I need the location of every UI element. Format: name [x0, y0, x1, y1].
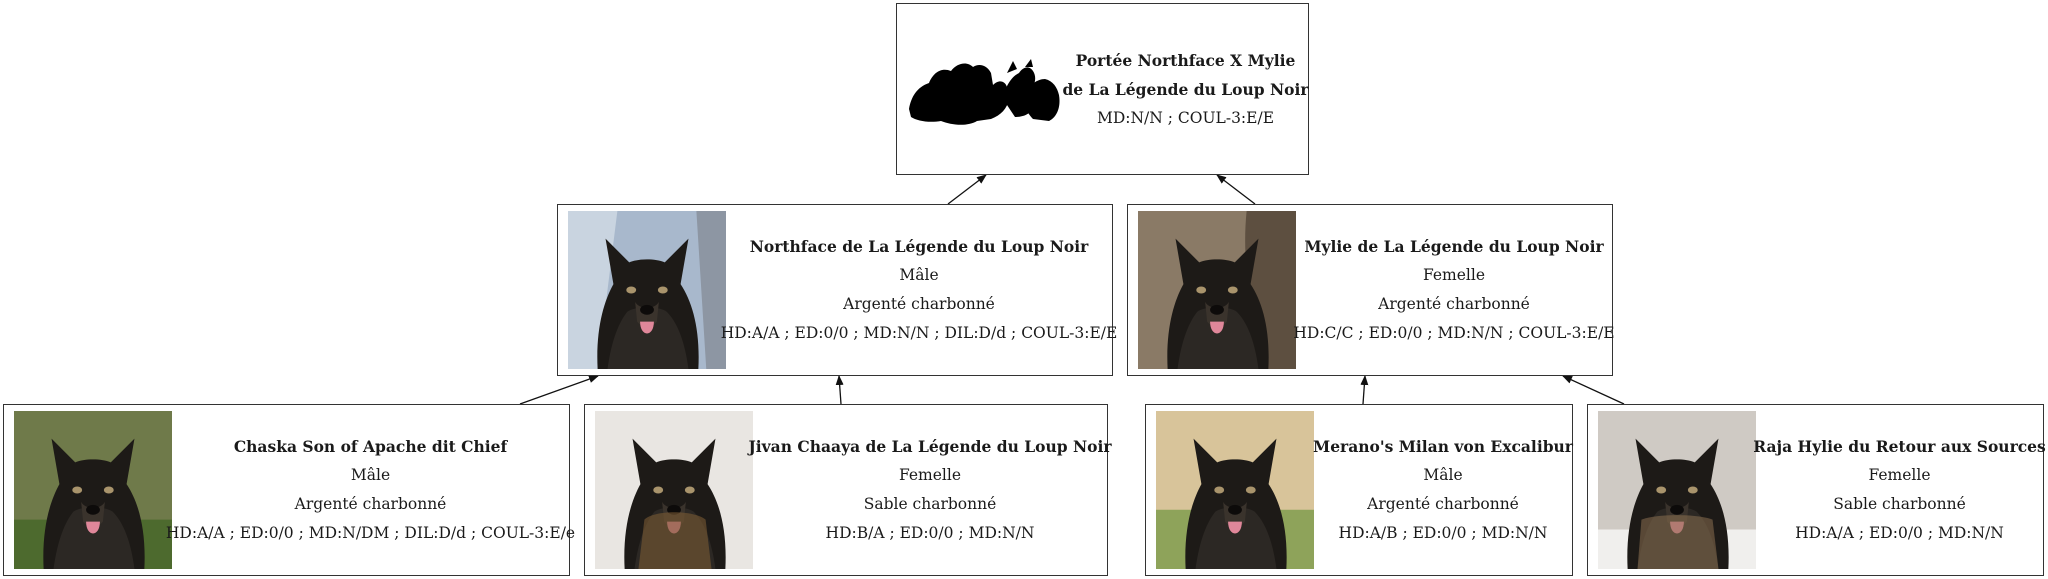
sire-name: Northface de La Légende du Loup Noir	[749, 237, 1089, 256]
dam-dam-tests: HD:A/A ; ED:0/0 ; MD:N/N	[1795, 524, 2004, 542]
dam-dam-name: Raja Hylie du Retour aux Sources	[1753, 437, 2046, 456]
dog-photo	[1598, 411, 1756, 569]
sire-dam-sex: Femelle	[898, 466, 962, 484]
sire-dam-tests: HD:B/A ; ED:0/0 ; MD:N/N	[825, 524, 1035, 542]
sire-sex: Mâle	[899, 266, 939, 284]
dam-sire-sex: Mâle	[1423, 466, 1463, 484]
dam-dam-sex: Femelle	[1868, 466, 1931, 484]
dog-photo	[568, 211, 726, 369]
edge-sire-litter	[948, 175, 986, 204]
dam-sire-name: Merano's Milan von Excalibur	[1313, 437, 1573, 456]
dam-dam-node[interactable]	[1587, 404, 2044, 576]
dog-photo	[1156, 411, 1314, 569]
sire-dam-color: Sable charbonné	[863, 495, 997, 513]
dam-sire-color: Argenté charbonné	[1367, 495, 1519, 513]
dog-photo	[14, 411, 172, 569]
dam-sex: Femelle	[1422, 266, 1486, 284]
dam-name: Mylie de La Légende du Loup Noir	[1304, 237, 1604, 256]
sire-tests: HD:A/A ; ED:0/0 ; MD:N/N ; DIL:D/d ; COUL-3:E/E	[720, 324, 1118, 342]
edge-siredam-sire	[839, 376, 841, 404]
sire-sire-node[interactable]	[3, 404, 576, 576]
edge-damsire-dam	[1363, 376, 1365, 404]
dam-tests: HD:C/C ; ED:0/0 ; MD:N/N ; COUL-3:E/E	[1293, 324, 1615, 342]
dam-sire-node[interactable]	[1145, 404, 1573, 576]
edge-dam-litter	[1217, 175, 1255, 204]
dog-photo	[595, 411, 753, 569]
sire-color: Argenté charbonné	[843, 295, 995, 313]
puppies-silhouette-icon	[907, 59, 1062, 129]
litter-name-line2: de La Légende du Loup Noir	[1062, 79, 1309, 99]
dam-color: Argenté charbonné	[1378, 295, 1530, 313]
sire-dam-node[interactable]	[584, 404, 1112, 576]
dog-photo	[1138, 211, 1296, 369]
dam-node[interactable]	[1127, 204, 1613, 376]
litter-name-line1: Portée Northface X Mylie	[1075, 50, 1296, 70]
litter-node[interactable]	[896, 3, 1309, 175]
dam-dam-color: Sable charbonné	[1833, 495, 1966, 513]
dam-sire-tests: HD:A/B ; ED:0/0 ; MD:N/N	[1338, 524, 1548, 542]
edge-siresire-sire	[520, 376, 598, 404]
sire-sire-name: Chaska Son of Apache dit Chief	[233, 437, 508, 456]
sire-sire-sex: Mâle	[350, 466, 391, 484]
sire-sire-tests: HD:A/A ; ED:0/0 ; MD:N/DM ; DIL:D/d ; COUL-3:E/e	[165, 524, 576, 542]
sire-node[interactable]	[557, 204, 1118, 376]
sire-sire-color: Argenté charbonné	[294, 495, 447, 513]
litter-genetics: MD:N/N ; COUL-3:E/E	[1096, 108, 1275, 127]
edge-damdam-dam	[1563, 376, 1624, 404]
sire-dam-name: Jivan Chaaya de La Légende du Loup Noir	[748, 437, 1112, 456]
